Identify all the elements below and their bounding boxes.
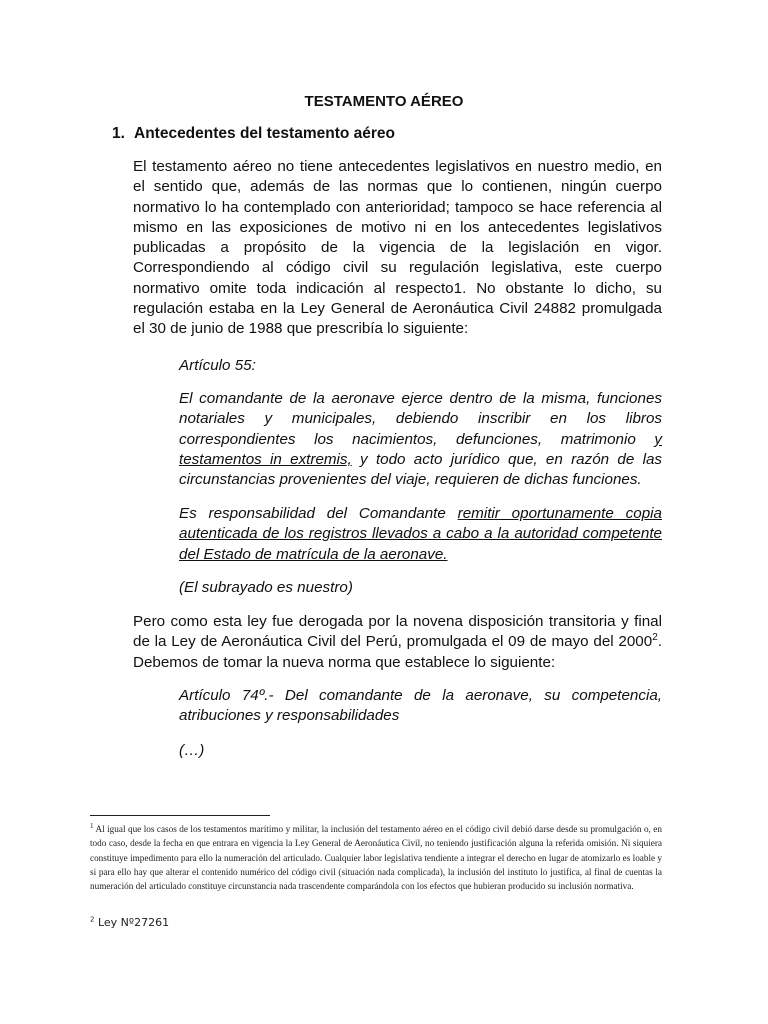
footnote-2-text: Ley Nº27261 bbox=[97, 916, 170, 929]
quote-ellipsis: (…) bbox=[179, 742, 205, 759]
quote-article-55-heading: Artículo 55: bbox=[179, 357, 256, 374]
quote-article-74: Artículo 74º.- Del comandante de la aeronave, su competencia, atribuciones y responsabilidades bbox=[179, 687, 662, 725]
quote-article-55-body bbox=[179, 389, 662, 490]
quote-text: Es responsabilidad del Comandante bbox=[179, 505, 458, 522]
section-number: 1. bbox=[112, 125, 125, 142]
footnote-1 bbox=[90, 822, 662, 893]
paragraph-2 bbox=[133, 612, 662, 673]
footnote-separator bbox=[90, 815, 270, 816]
quote-text: El comandante de la aeronave ejerce dentro de la misma, funciones notariales y municipales, debiendo inscribir en los libros correspondientes los nacimientos, defunciones, matrimonio bbox=[179, 390, 662, 448]
underlined-text: remitir oportunamente copia autenticada de los registros llevados a cabo a la autoridad competente del Estado de matrícula de la aeronave. bbox=[179, 505, 662, 563]
footnote-2-marker: 2 bbox=[90, 915, 95, 924]
footnote-1-marker: 1 bbox=[90, 821, 94, 830]
paragraph-2-text: Pero como esta ley fue derogada por la novena disposición transitoria y final de la Ley de Aeronáutica Civil del Perú, promulgada el 09 de mayo del 2000 bbox=[133, 613, 662, 651]
section-heading bbox=[112, 124, 395, 144]
quote-text: y todo acto jurídico que, en razón de las circunstancias provenientes del viaje, requieren de dichas funciones. bbox=[179, 450, 662, 489]
paragraph-1: El testamento aéreo no tiene antecedentes legislativos en nuestro medio, en el sentido que, además de las normas que lo contienen, ningún cuerpo normativo lo ha contemplado con anterioridad; tampoco se hace referencia al mismo en las exposiciones de motivo ni en los antecedentes legislativos publicadas a propósito de la vigencia de la legislación en vigor. Correspondiendo al código civil su regulación legislativa, este cuerpo normativo omite toda indicación al respecto1. No obstante lo dicho, su regulación estaba en la Ley General de Aeronáutica Civil 24882 promulgada el 30 de junio de 1988 que prescribía lo siguiente: bbox=[133, 158, 662, 338]
footnote-1-text: Al igual que los casos de los testamentos marítimo y militar, la inclusión del testamento aéreo en el código civil debió darse desde su promulgación o, en todo caso, desde la fecha en que entrara en vigencia la Ley General de Aeronáutica Civil, no teniendo justificación alguna la referida omisión. Ni siquiera constituye impedimento para ello la numeración del articulado. Cualquier labor legislativa tendiente a integrar el derecho en lugar de atomizarlo es loable y si para ello hay que alterar el contenido numérico del código civil (situación nada complicada), la inclusión del instituto lo justifica, al final de cuentas la numeración del articulado constituye circunstancia nada trascendente comparándola con los efectos que hubieran producido su inclusión normativa. bbox=[90, 824, 662, 892]
section-title: Antecedentes del testamento aéreo bbox=[134, 125, 396, 142]
footnote-2 bbox=[90, 914, 169, 932]
document-title: TESTAMENTO AÉREO bbox=[304, 93, 464, 110]
paragraph-2-end: . Debemos de tomar la nueva norma que establece lo siguiente: bbox=[133, 633, 662, 671]
underlined-text: y testamentos in extremis, bbox=[179, 430, 662, 468]
quote-article-55-responsibility bbox=[179, 504, 662, 565]
footnote-ref-2: 2 bbox=[652, 632, 658, 644]
emphasis-note: (El subrayado es nuestro) bbox=[179, 579, 353, 596]
